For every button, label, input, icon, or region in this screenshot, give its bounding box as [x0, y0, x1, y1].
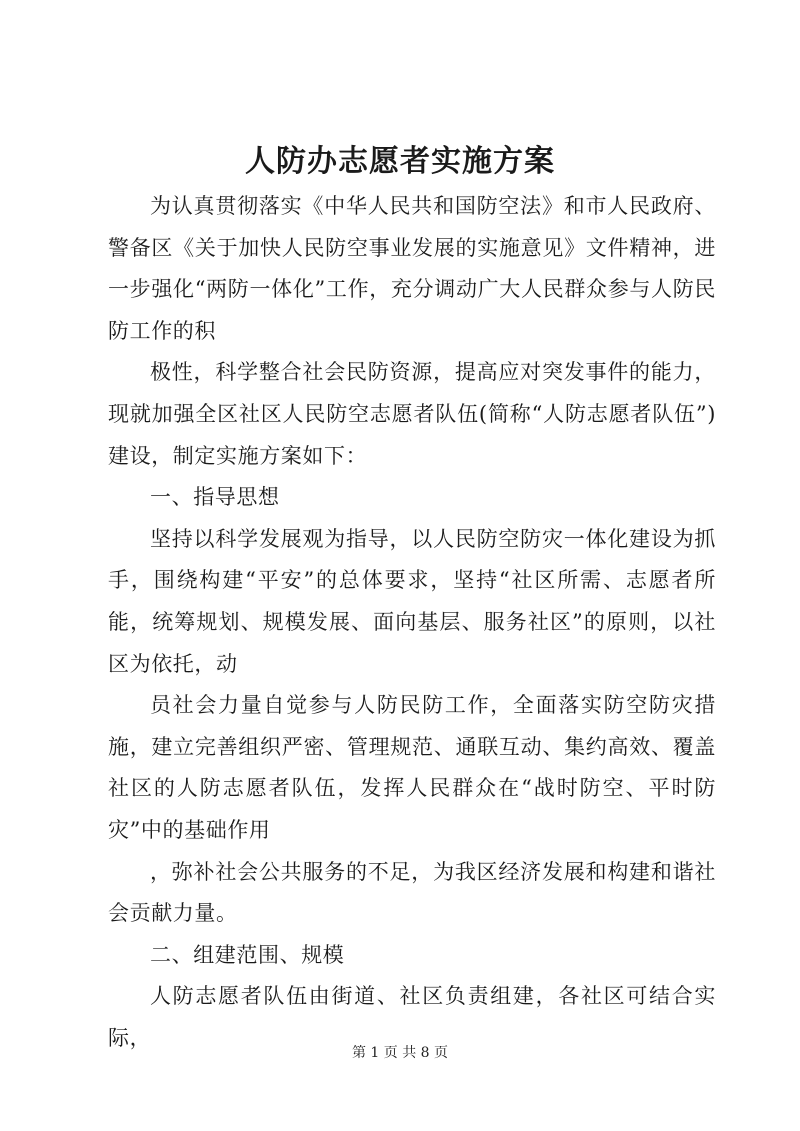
paragraph: 人防志愿者队伍由街道、社区负责组建，各社区可结合实际， — [108, 984, 716, 1050]
document-body — [108, 186, 716, 1059]
paragraph: 员社会力量自觉参与人防民防工作，全面落实防空防灾措施，建立完善组织严密、管理规范、通联互动、集约高效、覆盖社区的人防志愿者队伍，发挥人民群众在“战时防空、平时防灾”中的基础作用 — [108, 693, 716, 842]
paragraph: 坚持以科学发展观为指导，以人民防空防灾一体化建设为抓手，围绕构建“平安”的总体要求，坚持“社区所需、志愿者所能，统筹规划、规模发展、面向基层、服务社区”的原则，以社区为依托，动 — [108, 526, 716, 676]
page-number-label: 第 1 页 共 8 页 — [351, 1045, 449, 1061]
page-footer — [0, 1043, 800, 1063]
section-heading: 一、指导思想 — [150, 485, 280, 510]
document-title: 人防办志愿者实施方案 — [245, 144, 555, 179]
paragraph: ，弥补社会公共服务的不足，为我区经济发展和构建和谐社会贡献力量。 — [108, 859, 716, 926]
paragraph: 极性，科学整合社会民防资源，提高应对突发事件的能力，现就加强全区社区人民防空志愿者队伍(简称“人防志愿者队伍”)建设，制定实施方案如下： — [108, 360, 716, 468]
section-heading: 二、组建范围、规模 — [150, 942, 345, 967]
paragraph: 为认真贯彻落实《中华人民共和国防空法》和市人民政府、警备区《关于加快人民防空事业发展的实施意见》文件精神，进一步强化“两防一体化”工作，充分调动广大人民群众参与人防民防工作的积 — [108, 194, 716, 343]
